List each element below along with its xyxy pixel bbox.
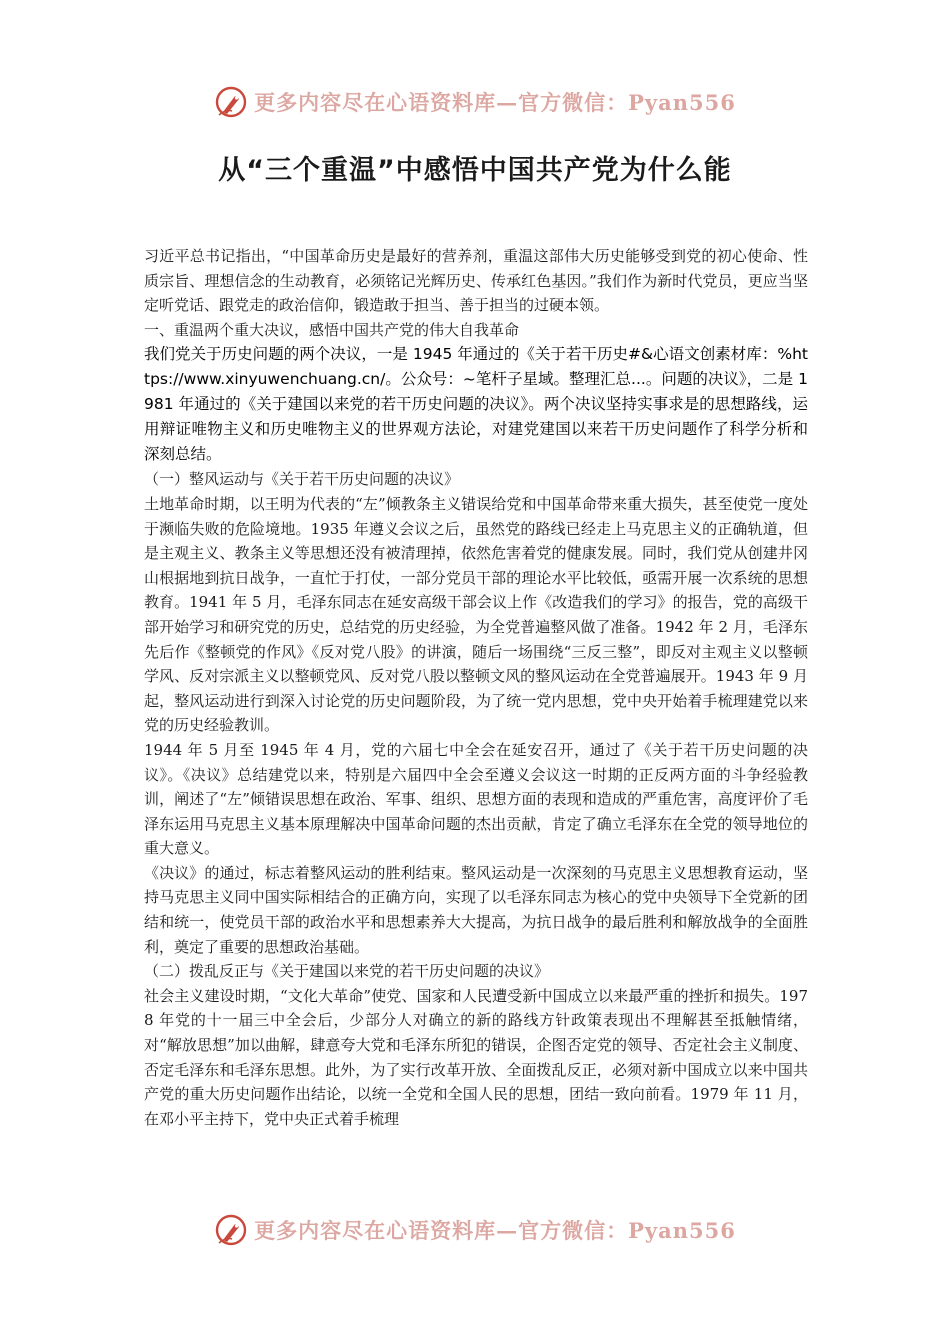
watermark-banner-top: [0, 82, 950, 122]
section-heading-1: 一、重温两个重大决议，感悟中国共产党的伟大自我革命: [144, 320, 520, 339]
paragraph-resolution-significance: 《决议》的通过，标志着整风运动的胜利结束。整风运动是一次深刻的马克思主义思想教育运动，坚持马克思主义同中国实际相结合的正确方向，实现了以毛泽东同志为核心的党中央领导下全党新的团结和统一，使党员干部的政治水平和思想素养大大提高，为抗日战争的最后胜利和解放战争的全面胜利，奠定了重要的思想政治基础。: [144, 863, 808, 956]
subsection-heading-1: （一）整风运动与《关于若干历史问题的决议》: [144, 470, 460, 489]
paragraph-rectification-background: 土地革命时期，以王明为代表的“左”倾教条主义错误给党和中国革命带来重大损失，甚至使党一度处于濒临失败的危险境地。1935 年遵义会议之后，虽然党的路线已经走上马克思主义的正确轨道，但是主观主义、教条主义等思想还没有被清理掉，依然危害着党的健康发展。同时，我们党从创建井冈山根据地到抗日战争，一直忙于打仗，一部分党员干部的理论水平比较低，亟需开展一次系统的思想教育。1941 年 5 月，毛泽东同志在延安高级干部会议上作《改造我们的学习》的报告，党的高级干部开始学习和研究党的历史，总结党的历史经验，为全党普遍整风做了准备。1942 年 2 月，毛泽东先后作《整顿党的作风》《反对党八股》的讲演，随后一场围绕“三反三整”，即反对主观主义以整顿学风、反对宗派主义以整顿党风、反对党八股以整顿文风的整风运动在全党普遍展开。1943 年 9 月起，整风运动进行到深入讨论党的历史问题阶段，为了统一党内思想，党中央开始着手梳理建党以来党的历史经验教训。: [144, 494, 808, 735]
paragraph-boluan-fanzheng: 社会主义建设时期，“文化大革命”使党、国家和人民遭受新中国成立以来最严重的挫折和损失。1978 年党的十一届三中全会后，少部分人对确立的新的路线方针政策表现出不理解甚至抵触情绪，对“解放思想”加以曲解，肆意夸大党和毛泽东所犯的错误，企图否定党的领导、否定社会主义制度、否定毛泽东和毛泽东思想。此外，为了实行改革开放、全面拨乱反正，必须对新中国成立以来中国共产党的重大历史问题作出结论，以统一全党和全国人民的思想，团结一致向前看。1979 年 11 月，在邓小平主持下，党中央正式着手梳理: [144, 986, 808, 1128]
pen-nib-logo-icon: [214, 85, 248, 119]
watermark-text: 更多内容尽在心语资料库—官方微信：Pyan556: [254, 1218, 736, 1243]
watermark-banner-bottom: [0, 1210, 950, 1250]
paragraph-first-resolution: 1944 年 5 月至 1945 年 4 月，党的六届七中全会在延安召开，通过了《关于若干历史问题的决议》。《决议》总结建党以来，特别是六届四中全会至遵义会议这一时期的正反两方面的斗争经验教训，阐述了“左”倾错误思想在政治、军事、组织、思想方面的表现和造成的严重危害，高度评价了毛泽东运用马克思主义基本原理解决中国革命问题的杰出贡献，肯定了确立毛泽东在全党的领导地位的重大意义。: [144, 740, 808, 858]
watermark-text: 更多内容尽在心语资料库—官方微信：Pyan556: [254, 90, 736, 115]
paragraph-intro: 习近平总书记指出，“中国革命历史是最好的营养剂，重温这部伟大历史能够受到党的初心使命、性质宗旨、理想信念的生动教育，必须铭记光辉历史、传承红色基因。”我们作为新时代党员，更应当坚定听党话、跟党走的政治信仰，锻造敢于担当、善于担当的过硬本领。: [144, 247, 808, 315]
paragraph-two-resolutions: 我们党关于历史问题的两个决议，一是 1945 年通过的《关于若干历史#&心语文创素材库：%https://www.xinyuwenchuang.cn/。公众号：~笔杆子星域。整理汇总...。问题的决议》，二是 1981 年通过的《关于建国以来党的若干历史问题的决议》。两个决议坚持实事求是的思想路线，运用辩证唯物主义和历史唯物主义的世界观方法论，对建党建国以来若干历史问题作了科学分析和深刻总结。: [144, 345, 808, 464]
subsection-heading-2: （二）拨乱反正与《关于建国以来党的若干历史问题的决议》: [144, 962, 550, 981]
document-title: 从“三个重温”中感悟中国共产党为什么能: [218, 155, 732, 186]
pen-nib-logo-icon: [214, 1213, 248, 1247]
document-body: [144, 244, 808, 1131]
